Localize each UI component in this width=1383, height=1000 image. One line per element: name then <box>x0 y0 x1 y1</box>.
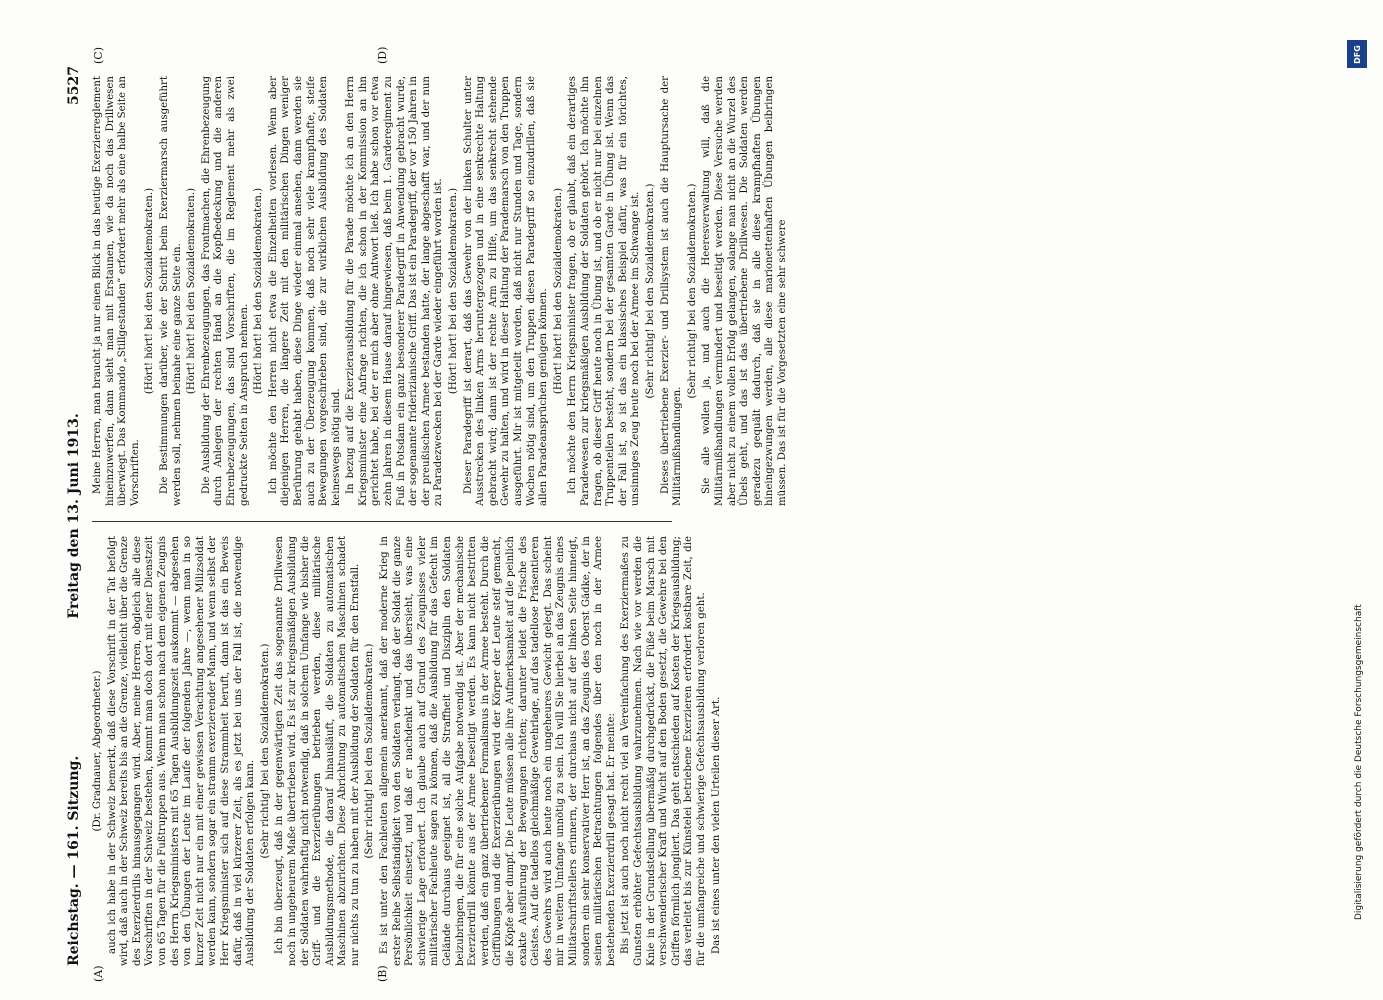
paragraph: Dieser Paradegriff ist derart, daß das Gewehr von der linken Schulter unter Ausstrecken des linken Arms heruntergezogen und in eine senkrechte Haltung gebracht wird; dann ist der rechte Arm zu Hilfe, um das senkrecht stehende Gewehr zu halten, und wird in dieser Haltung der Parademarsch von den Truppen ausgeführt. Mir ist mitgeteilt worden, daß nicht nur Stunden und Tage, sondern Wochen nötig sind, um den Truppen diesen Paradegriff so einzudrillen, daß sie allen Paradeansprüchen genügen können. <box>462 76 550 506</box>
paragraph: auch ich habe in der Schweiz bemerkt, daß diese Vorschrift in der Tat befolgt wird, daß auch in der Schweiz bereits bis an die Grenze, vielleicht über die Grenze des Exerzierdrills hinausgegangen wird. Aber, meine Herren, obgleich alle diese Vorschriften in der Schweiz bestehen, kommt man doch dort mit einer Dienstzeit von 65 Tagen für die Fußtruppen aus. Wenn man schon nach dem eigenen Zeugnis des Herrn Kriegsministers mit 65 Tagen Ausbildungszeit auskommt — abgesehen von den Übungen der Leute im Laufe der folgenden Jahre —, wenn man in so kurzer Zeit nicht nur ein mit einer gewissen Verachtung angesehener Milizsoldat werden kann, sondern sogar ein stramm exerzierender Mann, und wenn selbst der Herr Kriegsminister sich auf diese Strammheit beruft, dann ist das ein Beweis dafür, daß in viel kürzerer Zeit, als es jetzt bei uns der Fall ist, die notwendige Ausbildung der Soldaten erfolgen kann. <box>106 536 257 966</box>
paragraph: Ich möchte den Herren nicht etwa die Einzelheiten vorlesen. Wenn aber diejenigen Herren, die längere Zeit mit den militärischen Dingen weniger Berührung gehabt haben, diese Dinge wieder einmal ansehen, dann werden sie auch zu der Überzeugung kommen, daß noch sehr viele krampfhafte, steife Bewegungen vorgeschrieben sind, die zur wirklichen Ausbildung des Soldaten keineswegs nötig sind. <box>267 76 342 506</box>
paragraph: Meine Herren, man braucht ja nur einen Blick in das heutige Exerzierreglement hineinzuwerfen, dann sieht man mit Erstaunen, wie da noch das Drillwesen überwiegt. Das Kommando „Stillgestanden“ erfordert mehr als eine halbe Seite an Vorschriften. <box>92 76 141 506</box>
paragraph: Sie alle wollen ja, und auch die Heeresverwaltung will, daß die Militärmißhandlungen vermindert und beseitigt werden. Diese Versuche werden aber nicht zu einem vollen Erfolg gelangen, solange man nicht an die Wurzel des Übels geht, und das ist das übertriebene Drillwesen. Die Soldaten werden geradezu gequält dadurch, daß sie in alle diese krampfhaften Übungen hineingezwungen werden, alle diese marionettenhaften Übungen beibringen müssen. Das ist für die Vorgesetzten eine sehr schwere <box>701 76 788 506</box>
paragraph: Ich möchte den Herrn Kriegsminister fragen, ob er glaubt, daß ein derartiges Paradewesen zur kriegsmäßigen Ausbildung der Soldaten gehört. Ich möchte ihn fragen, ob dieser Griff heute noch in Übung ist, und ob er nicht nur bei einzelnen Truppenteilen besteht, sondern bei der gesamten Garde in Übung ist. Wenn das der Fall ist, so ist das ein klassisches Beispiel dafür, was für ein törichtes, unsinniges Zeug heute noch bei der Armee im Schwange ist. <box>567 76 642 506</box>
paragraph: Es ist unter den Fachleuten allgemein anerkannt, daß der moderne Krieg in erster Reihe Selbständigkeit von den Soldaten verlangt, daß der Soldat die ganze Persönlichkeit einsetzt, und daß er nachdenkt und das übersieht, was eine schwierige Lage erfordert. Ich glaube auch auf Grund des Zeugnisses vieler militärischer Fachleute sagen zu können, daß die Ausbildung für das Gefecht im Gelände durchaus geeignet ist, all die Straffheit und Disziplin den Soldaten beizubringen, die für eine solche Aufgabe notwendig ist. Aber der mechanische Exerzierdrill könnte aus der Armee beseitigt werden. Es kann nicht bestritten werden, daß ein ganz übertriebener Formalismus in der Armee besteht. Durch die Griffübungen und die Exerzierübungen wird der Körper der Leute steif gemacht, die Köpfe aber dumpf. Die Leute müssen alle ihre Aufmerksamkeit auf die peinlich exakte Ausführung der Bewegungen richten; darunter leidet die Frische des Geistes. Auf die tadellos gleichmäßige Gewehrlage, auf das tadellose Präsentieren des Gewehrs wird auch heute noch ein ungeheures Gewicht gelegt. Das scheint mir in weitem Umfange unnötig zu sein. Ich will Sie hierbei an das Zeugnis eines Militärschriftstellers erinnern, der durchaus nicht auf der linken Seite hinneigt, sondern ein sehr konservativer Herr ist, an das Zeugnis des Oberst Gädke, der in seinen militärischen Betrachtungen folgendes über den noch in der Armee bestehenden Exerzierdrill gesagt hat. Er meinte: <box>379 536 617 966</box>
paragraph: (Sehr richtig! bei den Sozialdemokraten.) <box>259 643 271 859</box>
column-divider <box>92 521 672 522</box>
paragraph: (Dr. Gradnauer, Abgeordneter.) <box>92 670 103 832</box>
paragraph: Bis jetzt ist auch noch nicht recht viel an Vereinfachung des Exerziermaßes zu Gunsten erhöhter Gefechtsausbildung wahrzunehmen. Nach wie vor werden die Knie in der Grundstellung übermäßig durchgedrückt, die Füße beim Marsch mit verschwenderischer Kraft und Wucht auf den Boden gesetzt, die Gewehre bei den Griffen förmlich jongliert. Das geht entschieden auf Kosten der Kriegsausbildung; das verleitet bis zur Künstelei betriebene Exerzieren erfordert kostbare Zeit, die für die umfangreiche und schwierige Gefechtsausbildung verloren geht. <box>620 536 707 966</box>
paragraph: (Hört! hört! bei den Sozialdemokraten.) <box>253 187 265 395</box>
column-right <box>92 76 788 506</box>
paragraph: Ich bin überzeugt, daß in der gegenwärtigen Zeit das sogenannte Drillwesen noch in ungeheurem Maße übertrieben wird. Es ist zur kriegsmäßigen Ausbildung der Soldaten wahrhaftig nicht notwendig, daß in solchem Umfange wie bisher die Griff- und die Exerzierübungen betrieben werden, diese militärische Ausbildungsmethode, die darauf hinausläuft, die Soldaten zu automatischen Maschinen abzurichten. Diese Abrichtung zu automatischen Maschinen schadet nur nichts zu tun zu haben mit der Ausbildung der Soldaten für den Ernstfall. <box>274 536 361 966</box>
paragraph: Dieses übertriebene Exerzier- und Drillsystem ist auch die Hauptursache der Militärmißhandlungen. <box>659 76 684 506</box>
paragraph: Die Bestimmungen darüber, wie der Schritt beim Exerziermarsch ausgeführt werden soll, nehmen beinahe eine ganze Seite ein. <box>158 76 183 506</box>
page-number: 5527 <box>66 66 82 105</box>
rotated-sheet <box>66 46 1356 982</box>
header-date: Freitag den 13. Juni 1913. <box>66 413 82 619</box>
paragraph: Die Ausbildung der Ehrenbezeugungen, das Frontmachen, die Ehrenbezeugung durch Anlegen der rechten Hand an die Kopfbedeckung und die anderen Ehrenbezeugungen, das sind Vorschriften, die im Reglement mehr als zwei gedruckte Seiten in Anspruch nehmen. <box>200 76 250 506</box>
paragraph: (Hört! hört! bei den Sozialdemokraten.) <box>552 187 564 395</box>
marker-d: (D) <box>376 46 389 64</box>
marker-b: (B) <box>376 965 389 982</box>
paragraph: (Hört! hört! bei den Sozialdemokraten.) <box>144 187 156 395</box>
paragraph: (Sehr richtig! bei den Sozialdemokraten.) <box>364 643 376 859</box>
paragraph: Das ist eines unter den vielen Urteilen dieser Art. <box>710 696 722 954</box>
header-left: Reichstag. — 161. Sitzung. <box>66 755 82 966</box>
column-left <box>92 536 722 966</box>
paragraph: (Sehr richtig! bei den Sozialdemokraten.) <box>686 183 698 399</box>
page-header <box>66 66 86 966</box>
dfg-logo: DFG <box>1347 40 1367 68</box>
paragraph: (Sehr richtig! bei den Sozialdemokraten.) <box>644 183 656 399</box>
paragraph: In bezug auf die Exerzierausbildung für die Parade möchte ich an den Herrn Kriegsminister eine Anfrage richten, die ich schon in der Kommission an ihn gerichtet habe, bei der er mich aber ohne Antwort ließ. Ich habe schon vor etwa zehn Jahren in diesem Hause darauf hingewiesen, daß beim 1. Garderegiment zu Fuß in Potsdam ein ganz besonderer Paradegriff in Anwendung gebracht wurde, der sogenannte friderizianische Griff. Das ist ein Paradegriff, der vor 150 Jahren in der preußischen Armee bestanden hatte, der lange abgeschafft war, und der nun zu Paradezwecken bei der Garde wieder eingeführt worden ist. <box>345 76 445 506</box>
marker-a: (A) <box>92 965 105 982</box>
stamp-text: Digitalisierung gefördert durch die Deutsche Forschungsgemeinschaft <box>1354 604 1364 920</box>
paragraph: (Hört! hört! bei den Sozialdemokraten.) <box>186 187 198 395</box>
digitization-stamp <box>1346 40 1376 940</box>
marker-c: (C) <box>92 47 105 64</box>
paragraph: (Hört! hört! bei den Sozialdemokraten.) <box>448 187 460 395</box>
